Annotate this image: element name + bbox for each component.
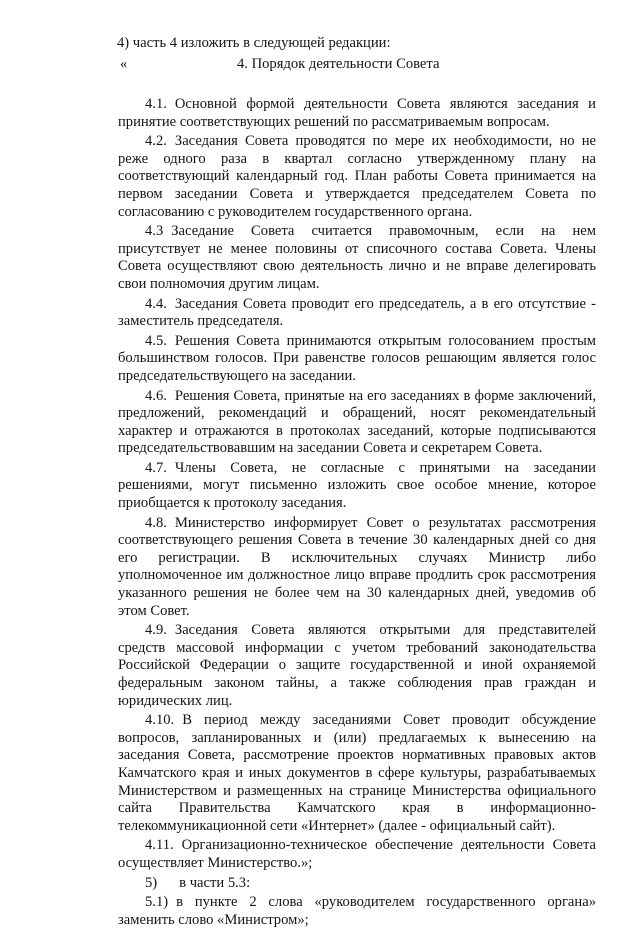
item-number: 5) [145,874,158,891]
paragraph-number: 4.7. [145,459,167,476]
paragraph-4-6 [118,388,596,458]
paragraph-text: Министерство информирует Совет о результатах рассмотрения соответствующего решения Совета в течение 30 календарных дней со дня его регистрации. В исключительных случаях Министр либо уполномоченное им должностное лицо вправе продлить срок рассмотрения указанного решения не более чем на 30 календарных дней, уведомив об этом Совет. [118,514,596,619]
item-number: 5.1) [145,894,169,911]
paragraph-number: 4.2. [145,133,167,150]
item-text: в пункте 2 слова «руководителем государственного органа» заменить слово «Министром»; [118,894,596,928]
paragraph-text: Организационно-техническое обеспечение деятельности Совета осуществляет Министерство.»; [118,837,596,871]
paragraph-4-11 [118,837,596,872]
paragraph-text: Решения Совета принимаются открытым голосованием простым большинством голосов. При равенстве голосов решающим является голос председательствующего на заседании. [118,332,596,384]
paragraph-4-10 [118,712,596,835]
item-text: в части 5.3: [179,874,251,891]
paragraph-number: 4.10. [145,712,175,729]
paragraph-number: 4.9. [145,622,167,639]
paragraph-text: Заседание Совета считается правомочным, если на нем присутствует не менее половины от списочного состава Совета. Члены Совета осуществляют свою деятельность лично и не вправе делегировать свои полномочия другим лицам. [118,223,596,292]
amendment-intro: 4) часть 4 изложить в следующей редакции: [117,35,391,51]
paragraph-number: 4.3 [145,223,164,240]
paragraph-text: Решения Совета, принятые на его заседаниях в форме заключений, предложений, рекомендаций и обращений, носят рекомендательный характер и отражаются в протоколах заседаний, которые подписываются председательствовавшим на заседании Совета и секретарем Совета. [118,387,596,457]
paragraph-4-1 [118,96,596,131]
paragraph-text: Заседания Совета проводятся по мере их необходимости, но не реже одного раза в квартал согласно утвержденному плану на соответствующий календарный год. План работы Совета принимается на первом заседании Совета и утверждается председателем Совета по согласованию с руководителем государственного органа. [118,133,596,220]
section-body [118,96,596,931]
paragraph-4-9 [118,622,596,710]
opening-quote: « [120,56,128,72]
paragraph-text: Заседания Совета проводит его председатель, а в его отсутствие - заместитель председателя. [118,295,596,330]
item-5 [118,875,596,893]
section-title: 4. Порядок деятельности Совета [237,56,440,72]
item-5-1 [118,894,596,929]
paragraph-number: 4.8. [145,514,167,531]
paragraph-text: Основной формой деятельности Совета являются заседания и принятие соответствующих решений по рассматриваемым вопросам. [118,96,596,130]
paragraph-number: 4.4. [145,295,167,312]
paragraph-4-3 [118,223,596,293]
paragraph-4-8 [118,515,596,621]
paragraph-number: 4.11. [145,837,174,854]
paragraph-4-2 [118,133,596,221]
paragraph-text: Члены Совета, не согласные с принятыми на заседании решениями, могут письменно изложить свое особое мнение, которое приобщается к протоколу заседания. [118,459,596,512]
paragraph-4-7 [118,460,596,513]
paragraph-number: 4.5. [145,332,167,349]
paragraph-4-4 [118,296,596,331]
paragraph-number: 4.1. [145,96,167,112]
paragraph-4-5 [118,333,596,386]
paragraph-text: В период между заседаниями Совет проводит обсуждение вопросов, запланированных и (или) предлагаемых к вынесению на заседания Совета, рассмотрение проектов нормативных правовых актов Камчатского края и иных документов в сфере культуры, разрабатываемых Министерством и размещенных на странице Министерства официального сайта Правительства Камчатского края в информационно-телекоммуникационной сети «Интернет» (далее - официальный сайт). [118,712,596,834]
paragraph-number: 4.6. [145,387,167,404]
paragraph-text: Заседания Совета являются открытыми для представителей средств массовой информации с учетом требований законодательства Российской Федерации о защите государственной и иной охраняемой федеральным законом тайны, а также соблюдения прав граждан и юридических лиц. [118,622,596,709]
